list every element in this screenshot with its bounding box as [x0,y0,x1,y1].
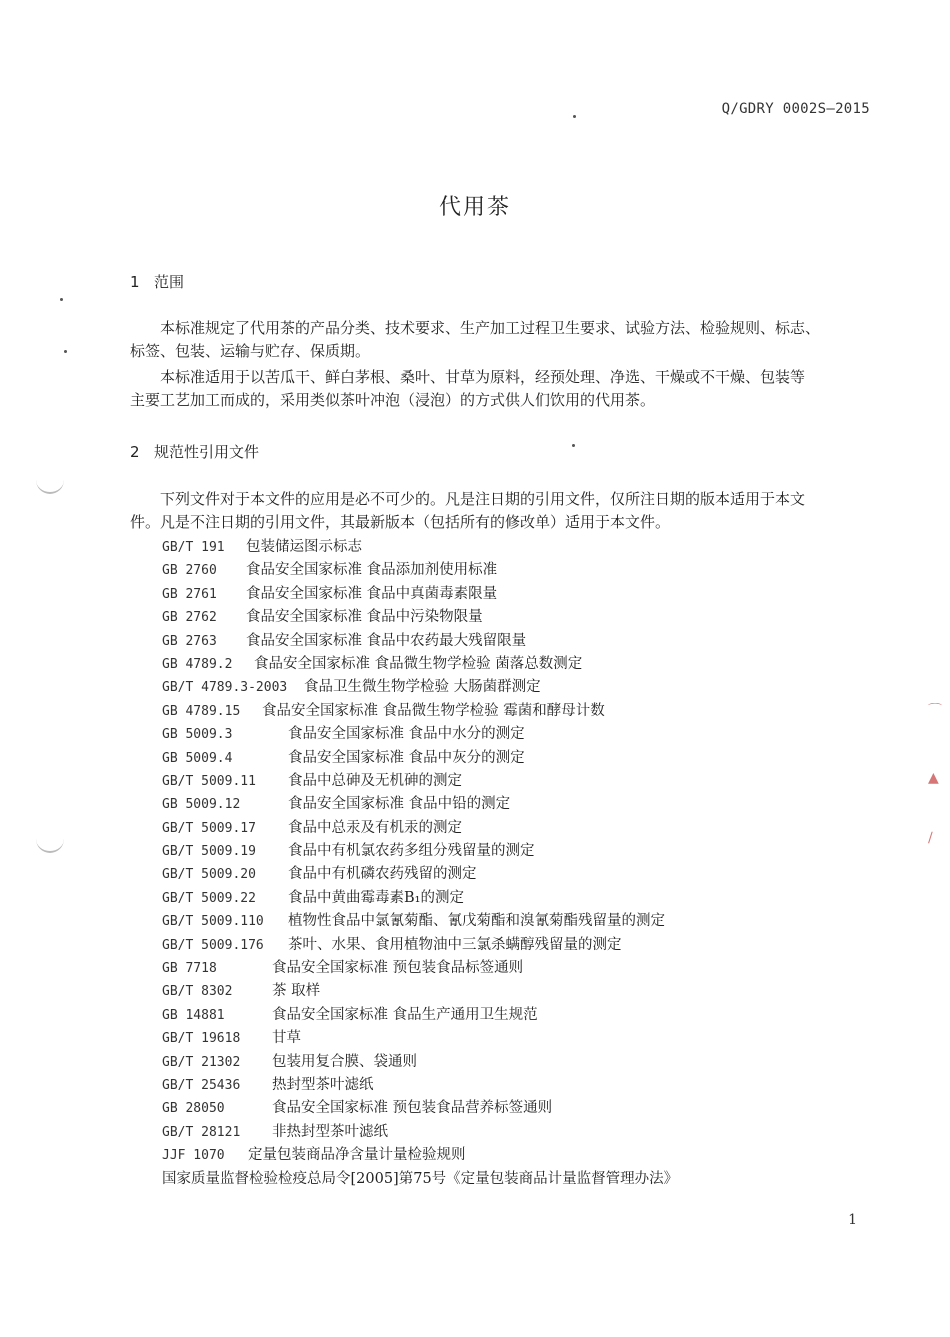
reference-code: GB/T 19618 [162,1031,241,1047]
section-heading-scope [130,271,184,292]
reference-item [162,863,862,886]
reference-title: 食品安全国家标准 食品中铅的测定 [288,796,511,813]
scan-speck [572,444,575,447]
document-title: 代用茶 [438,195,511,220]
document-code: Q/GDRY 0002S—2015 [721,101,870,117]
reference-code: GB/T 21302 [162,1054,241,1070]
reference-title: 食品中黄曲霉毒素B₁的测定 [288,889,464,906]
reference-item [162,887,862,910]
reference-item [162,793,862,816]
section-heading-normative-references [130,441,259,462]
reference-item [162,1144,862,1167]
paragraph-continuation: 标签、包装、运输与贮存、保质期。 [130,342,371,360]
reference-item [162,536,862,559]
reference-item [162,840,862,863]
reference-title: 食品安全国家标准 食品中灰分的测定 [288,749,525,766]
reference-code: GB/T 25436 [162,1077,241,1093]
reference-code: GB 2763 [162,633,217,649]
stamp-edge-mark: ⌒ [928,703,942,719]
reference-code: GB/T 191 [162,540,225,555]
paragraph-continuation: 主要工艺加工而成的，采用类似茶叶冲泡（浸泡）的方式供人们饮用的代用茶。 [130,391,656,409]
reference-item [162,630,862,653]
reference-item [162,1027,862,1050]
reference-code: GB/T 5009.22 [162,890,256,906]
reference-item [162,1097,862,1120]
reference-item [162,676,862,699]
reference-item [162,653,862,676]
reference-code: GB 5009.3 [162,727,233,743]
reference-item [162,583,862,606]
reference-title: 茶 取样 [272,983,321,1000]
reference-title: 茶叶、水果、食用植物油中三氯杀螨醇残留量的测定 [288,936,622,953]
reference-item [162,1004,862,1027]
reference-code: GB/T 4789.3-2003 [162,680,288,696]
reference-code: GB 2761 [162,586,217,602]
reference-code: GB/T 5009.20 [162,867,256,883]
reference-title: 食品中总汞及有机汞的测定 [288,819,462,836]
reference-title: 植物性食品中氯氰菊酯、氰戊菊酯和溴氰菊酯残留量的测定 [288,913,665,930]
section-title: 范围 [154,273,185,291]
paragraph-first-line: 下列文件对于本文件的应用是必不可少的。凡是注日期的引用文件，仅所注日期的版本适用于本文 [160,490,806,508]
punch-hole-mark [36,476,64,494]
reference-title: 食品安全国家标准 食品中水分的测定 [288,726,525,743]
reference-title: 热封型茶叶滤纸 [272,1076,374,1093]
reference-item [162,910,862,933]
reference-code: GB/T 5009.19 [162,844,256,860]
reference-item [162,700,862,723]
scan-speck [573,115,576,118]
paragraph [130,488,872,534]
reference-title: 食品中有机磷农药残留的测定 [288,866,477,883]
reference-item [162,957,862,980]
reference-item [162,606,862,629]
reference-code: GB 5009.12 [162,797,241,813]
reference-code: GB 2760 [162,563,217,579]
paragraph [130,317,872,363]
reference-title: 食品中总砷及无机砷的测定 [288,772,462,789]
punch-hole-mark [36,835,64,853]
reference-code: GB 7718 [162,961,217,977]
reference-title: 食品安全国家标准 食品生产通用卫生规范 [272,1006,538,1023]
section-title: 规范性引用文件 [154,443,260,461]
reference-title: 国家质量监督检验检疫总局令[2005]第75号《定量包装商品计量监督管理办法》 [162,1170,679,1187]
paragraph-continuation: 件。凡是不注日期的引用文件，其最新版本（包括所有的修改单）适用于本文件。 [130,513,671,531]
scan-speck [64,350,67,353]
reference-title: 食品卫生微生物学检验 大肠菌群测定 [304,679,541,696]
reference-title: 食品安全国家标准 预包装食品营养标签通则 [272,1100,553,1117]
reference-item [162,934,862,957]
reference-list [162,536,862,1191]
paragraph-first-line: 本标准规定了代用茶的产品分类、技术要求、生产加工过程卫生要求、试验方法、检验规则、标志、 [160,319,821,337]
reference-title: 定量包装商品净含量计量检验规则 [248,1147,466,1164]
reference-title: 甘草 [272,1030,301,1047]
reference-code: GB 4789.2 [162,656,233,672]
reference-code: GB/T 8302 [162,984,233,1000]
reference-title: 食品安全国家标准 食品中农药最大残留限量 [246,632,527,649]
reference-item [162,1121,862,1144]
reference-code: GB/T 5009.11 [162,773,256,789]
reference-item [162,980,862,1003]
reference-title: 食品安全国家标准 食品添加剂使用标准 [246,562,498,579]
reference-title: 包装用复合膜、袋通则 [272,1053,417,1070]
reference-code: GB 14881 [162,1007,225,1023]
reference-title: 食品安全国家标准 食品中污染物限量 [246,609,483,626]
reference-item [162,1168,862,1191]
reference-item [162,1074,862,1097]
reference-item [162,1051,862,1074]
reference-item [162,747,862,770]
reference-code: GB/T 5009.110 [162,914,264,930]
reference-code: JJF 1070 [162,1148,225,1164]
reference-item [162,723,862,746]
reference-code: GB/T 28121 [162,1124,241,1140]
paragraph [130,366,872,412]
reference-title: 食品安全国家标准 食品微生物学检验 霉菌和酵母计数 [262,702,605,719]
reference-title: 食品安全国家标准 食品中真菌毒素限量 [246,585,498,602]
stamp-edge-mark: ∕ [928,830,933,846]
page-number: 1 [848,1212,857,1228]
reference-code: GB/T 5009.176 [162,937,264,953]
section-number: 2 [130,443,140,461]
reference-code: GB 4789.15 [162,703,241,719]
reference-title: 包装储运图示标志 [246,539,362,555]
section-number: 1 [130,273,140,291]
reference-code: GB 5009.4 [162,750,233,766]
stamp-edge-mark: ▲ [928,770,939,786]
reference-code: GB 28050 [162,1101,225,1117]
reference-title: 食品安全国家标准 预包装食品标签通则 [272,960,524,977]
scan-speck [60,298,63,301]
reference-item [162,770,862,793]
reference-item [162,817,862,840]
reference-code: GB 2762 [162,610,217,626]
reference-item [162,559,862,582]
reference-title: 非热封型茶叶滤纸 [272,1123,388,1140]
paragraph-first-line: 本标准适用于以苦瓜干、鲜白茅根、桑叶、甘草为原料，经预处理、净选、干燥或不干燥、包装等 [160,368,806,386]
reference-title: 食品安全国家标准 食品微生物学检验 菌落总数测定 [254,655,583,672]
reference-code: GB/T 5009.17 [162,820,256,836]
reference-title: 食品中有机氯农药多组分残留量的测定 [288,843,535,860]
